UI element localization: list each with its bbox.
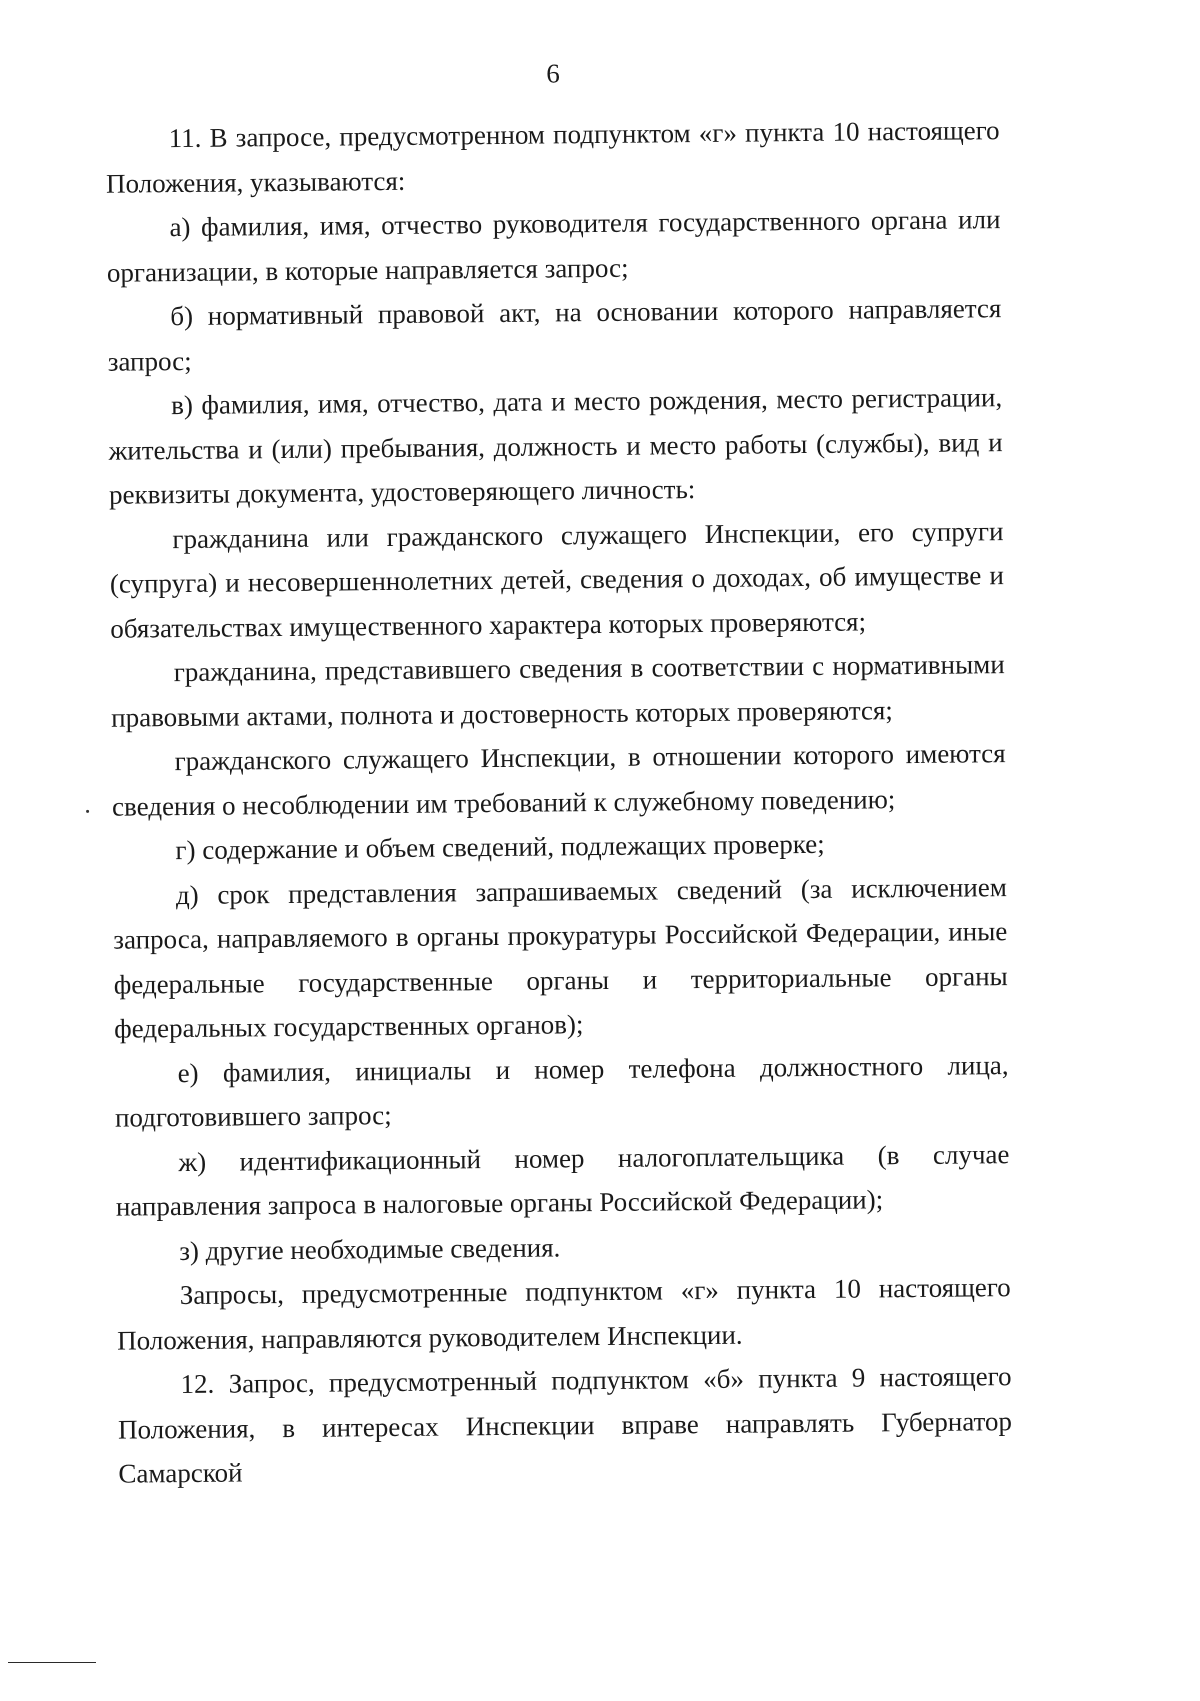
paragraph-12-intro: 12. Запрос, предусмотренный подпунктом «б» пункта 9 настоящего Положения, в интересах Инспекции вправе направлять Губернатор Самарской (117, 1361, 1013, 1489)
item-z: з) другие необходимые сведения. (179, 1231, 561, 1266)
item-a: а) фамилия, имя, отчество руководителя государственного органа или организации, в которые направляется запрос; (106, 204, 1001, 288)
page-number: 6 (546, 58, 560, 89)
item-zh: ж) идентификационный номер налогоплательщика (в случае направления запроса в налоговые органы Российской Федерации); (115, 1138, 1010, 1222)
requests-sender-paragraph: Запросы, предусмотренные подпунктом «г» пункта 10 настоящего Положения, направляются руководителем Инспекции. (117, 1272, 1011, 1356)
item-d: д) срок представления запрашиваемых сведений (за исключением запроса, направляемого в органы прокуратуры Российской Федерации, иные федеральные государственные органы и территориальные органы федеральных государственных органов); (113, 871, 1008, 1044)
item-b: б) нормативный правовой акт, на основании которого направляется запрос; (107, 293, 1002, 377)
item-v-subclause-2: гражданина, представившего сведения в соответствии с нормативными правовыми актами, полнота и достоверность которых проверяются; (111, 649, 1005, 733)
paragraph-11-intro: 11. В запросе, предусмотренном подпунктом «г» пункта 10 настоящего Положения, указываются: (105, 115, 1000, 199)
item-e: е) фамилия, инициалы и номер телефона должностного лица, подготовившего запрос; (114, 1049, 1009, 1133)
footnote-divider (8, 1662, 96, 1663)
scan-speck (86, 810, 89, 813)
item-g: г) содержание и объем сведений, подлежащих проверке; (175, 828, 825, 866)
item-v: в) фамилия, имя, отчество, дата и место рождения, место регистрации, жительства и (или) пребывания, должность и место работы (службы), вид и реквизиты документа, удостоверяющего личность: (108, 382, 1003, 510)
item-v-subclause-3: гражданского служащего Инспекции, в отношении которого имеются сведения о несоблюдении им требований к служебному поведению; (111, 738, 1006, 822)
document-body (105, 108, 1012, 1496)
item-v-subclause-1: гражданина или гражданского служащего Инспекции, его супруги (супруга) и несовершеннолетних детей, сведения о доходах, об имуществе и обязательствах имущественного характера которых проверяются; (109, 515, 1005, 644)
